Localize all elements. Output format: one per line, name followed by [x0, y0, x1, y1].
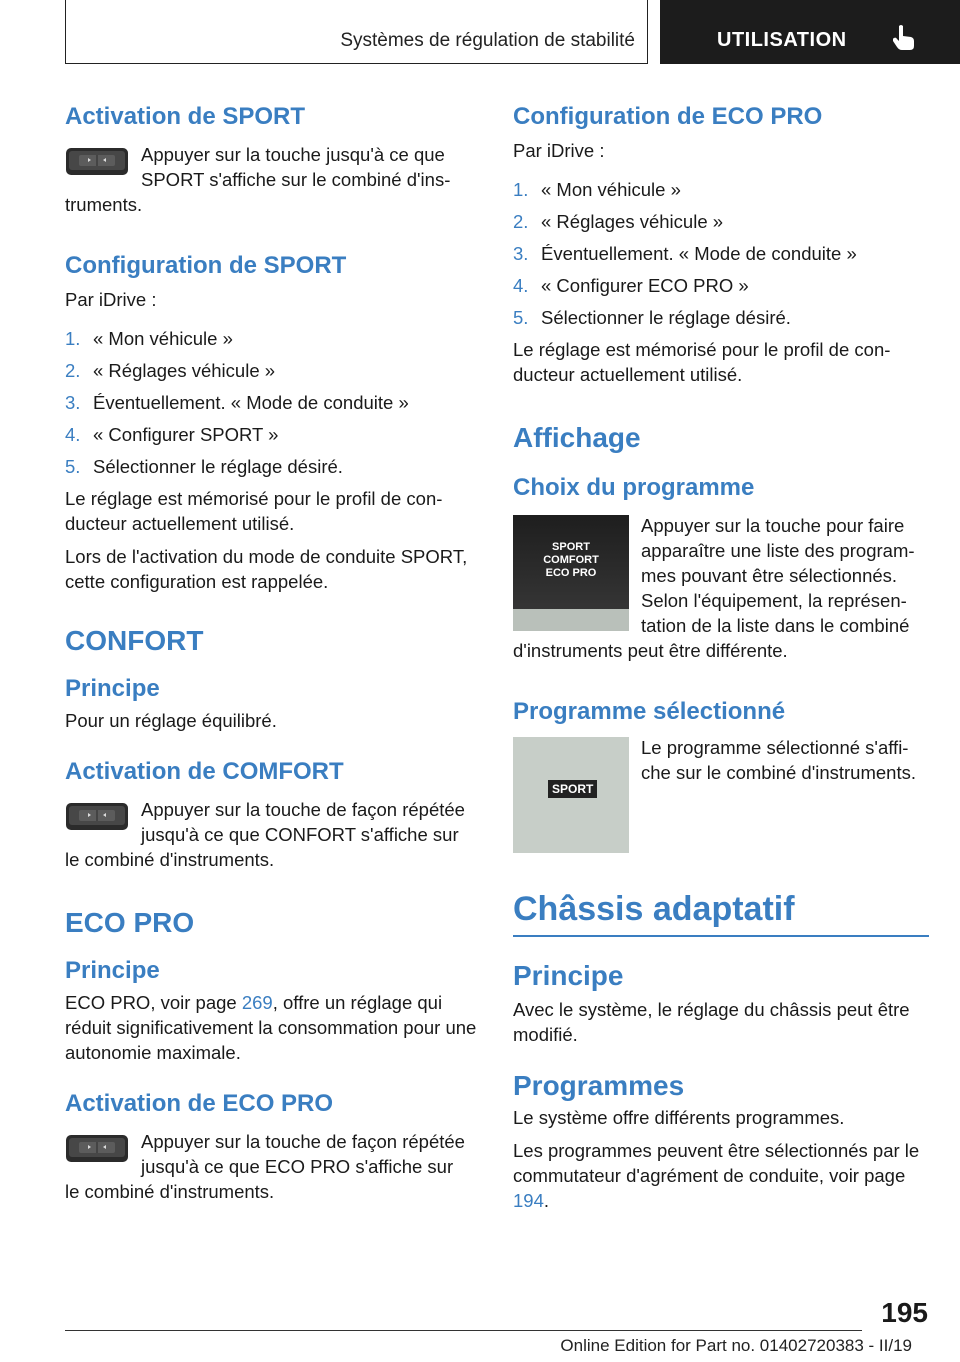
list-item: 3. Éventuellement. « Mode de conduite » [513, 243, 857, 264]
programme-selectionne-heading: Programme sélectionné [513, 698, 786, 725]
confort-principe-text: Pour un réglage équilibré. [65, 710, 277, 731]
driving-mode-button-icon [65, 1133, 129, 1163]
sport-activation-text: Appuyer sur la touche jusqu'à ce que SPORT s'affiche sur le combiné d'ins- [141, 144, 451, 190]
eco-activation-heading: Activation de ECO PRO [65, 1090, 334, 1117]
sport-config-intro: Par iDrive : [65, 289, 157, 310]
sport-config-recall: Lors de l'activation du mode de conduite SPORT, cette configuration est rappelée. [65, 546, 468, 592]
list-item: 2. « Réglages véhicule » [65, 360, 276, 381]
eco-pro-heading: ECO PRO [65, 907, 195, 938]
list-item: 5. Sélectionner le réglage désiré. [65, 456, 343, 477]
header-section-label: UTILISATION [717, 29, 847, 51]
driving-mode-button-icon [65, 801, 129, 831]
page-link[interactable]: 194 [513, 1190, 544, 1211]
programme-selectionne-text: Le programme sélectionné s'affi-che sur le combiné d'instruments. [641, 737, 916, 783]
sport-config-heading: Configuration de SPORT [65, 252, 347, 279]
program-list-display-image: SPORT COMFORT ECO PRO [513, 515, 629, 631]
affichage-heading: Affichage [513, 422, 641, 453]
heading-divider [513, 935, 929, 937]
chassis-principe-heading: Principe [513, 960, 624, 991]
header-section-tab[interactable] [660, 0, 960, 64]
footer-divider [65, 1330, 862, 1331]
list-item: 5. Sélectionner le réglage désiré. [513, 307, 791, 328]
header-title-box [65, 0, 648, 64]
chassis-heading: Châssis adaptatif [513, 890, 795, 928]
programmes-heading: Programmes [513, 1070, 685, 1101]
list-item: 2. « Réglages véhicule » [513, 211, 724, 232]
list-item: 3. Éventuellement. « Mode de conduite » [65, 392, 409, 413]
driving-mode-button-icon [65, 146, 129, 176]
choix-programme-text-cont: d'instruments peut être différente. [513, 640, 788, 661]
left-column [65, 102, 477, 1204]
header-title: Systèmes de régulation de stabilité [340, 30, 635, 51]
programmes-text-1: Le système offre différents programmes. [513, 1107, 845, 1128]
sport-config-steps [65, 326, 477, 479]
sport-config-note: Le réglage est mémorisé pour le profil de con-ducteur actuellement utilisé. [65, 488, 443, 534]
list-item: 1. « Mon véhicule » [65, 328, 233, 349]
chassis-principe-text: Avec le système, le réglage du châssis peut être modifié. [513, 999, 910, 1045]
list-item: 4. « Configurer SPORT » [65, 424, 279, 445]
list-item: 4. « Configurer ECO PRO » [513, 275, 749, 296]
pointing-hand-icon [893, 24, 915, 50]
sport-activation-heading: Activation de SPORT [65, 103, 306, 130]
selected-program-display-image: SPORT [513, 737, 629, 853]
choix-programme-text: Appuyer sur la touche pour faire apparaître une liste des program-mes pouvant être sélectionnés. Selon l'équipement, la représen-tation de la liste dans le combiné [641, 515, 915, 636]
choix-programme-heading: Choix du programme [513, 474, 755, 501]
confort-principe-heading: Principe [65, 675, 160, 702]
right-column [513, 102, 929, 1213]
eco-config-heading: Configuration de ECO PRO [513, 103, 823, 130]
confort-heading: CONFORT [65, 625, 204, 656]
eco-activation-text-cont: le combiné d'instruments. [65, 1181, 275, 1202]
programmes-text-2: Les programmes peuvent être sélectionnés par le commutateur d'agrément de conduite, voir page 194. [513, 1140, 920, 1211]
eco-principe-text: ECO PRO, voir page 269, offre un réglage qui réduit significativement la consommation pour une autonomie maximale. [65, 992, 477, 1063]
eco-config-steps [513, 177, 929, 330]
confort-activation-text-cont: le combiné d'instruments. [65, 849, 275, 870]
eco-config-note: Le réglage est mémorisé pour le profil de con-ducteur actuellement utilisé. [513, 339, 891, 385]
eco-activation-text: Appuyer sur la touche de façon répétée jusqu'à ce que ECO PRO s'affiche sur [141, 1131, 465, 1177]
chassis-section-title [513, 887, 929, 937]
confort-activation-text: Appuyer sur la touche de façon répétée jusqu'à ce que CONFORT s'affiche sur [141, 799, 465, 845]
eco-config-intro: Par iDrive : [513, 140, 605, 161]
list-item: 1. « Mon véhicule » [513, 179, 681, 200]
footer-edition: Online Edition for Part no. 01402720383 - II/19 [560, 1336, 912, 1355]
sport-activation-text-cont: truments. [65, 194, 143, 215]
page-number: 195 [881, 1297, 928, 1328]
eco-principe-heading: Principe [65, 957, 160, 984]
page-link[interactable]: 269 [241, 992, 273, 1013]
confort-activation-heading: Activation de COMFORT [65, 758, 344, 785]
